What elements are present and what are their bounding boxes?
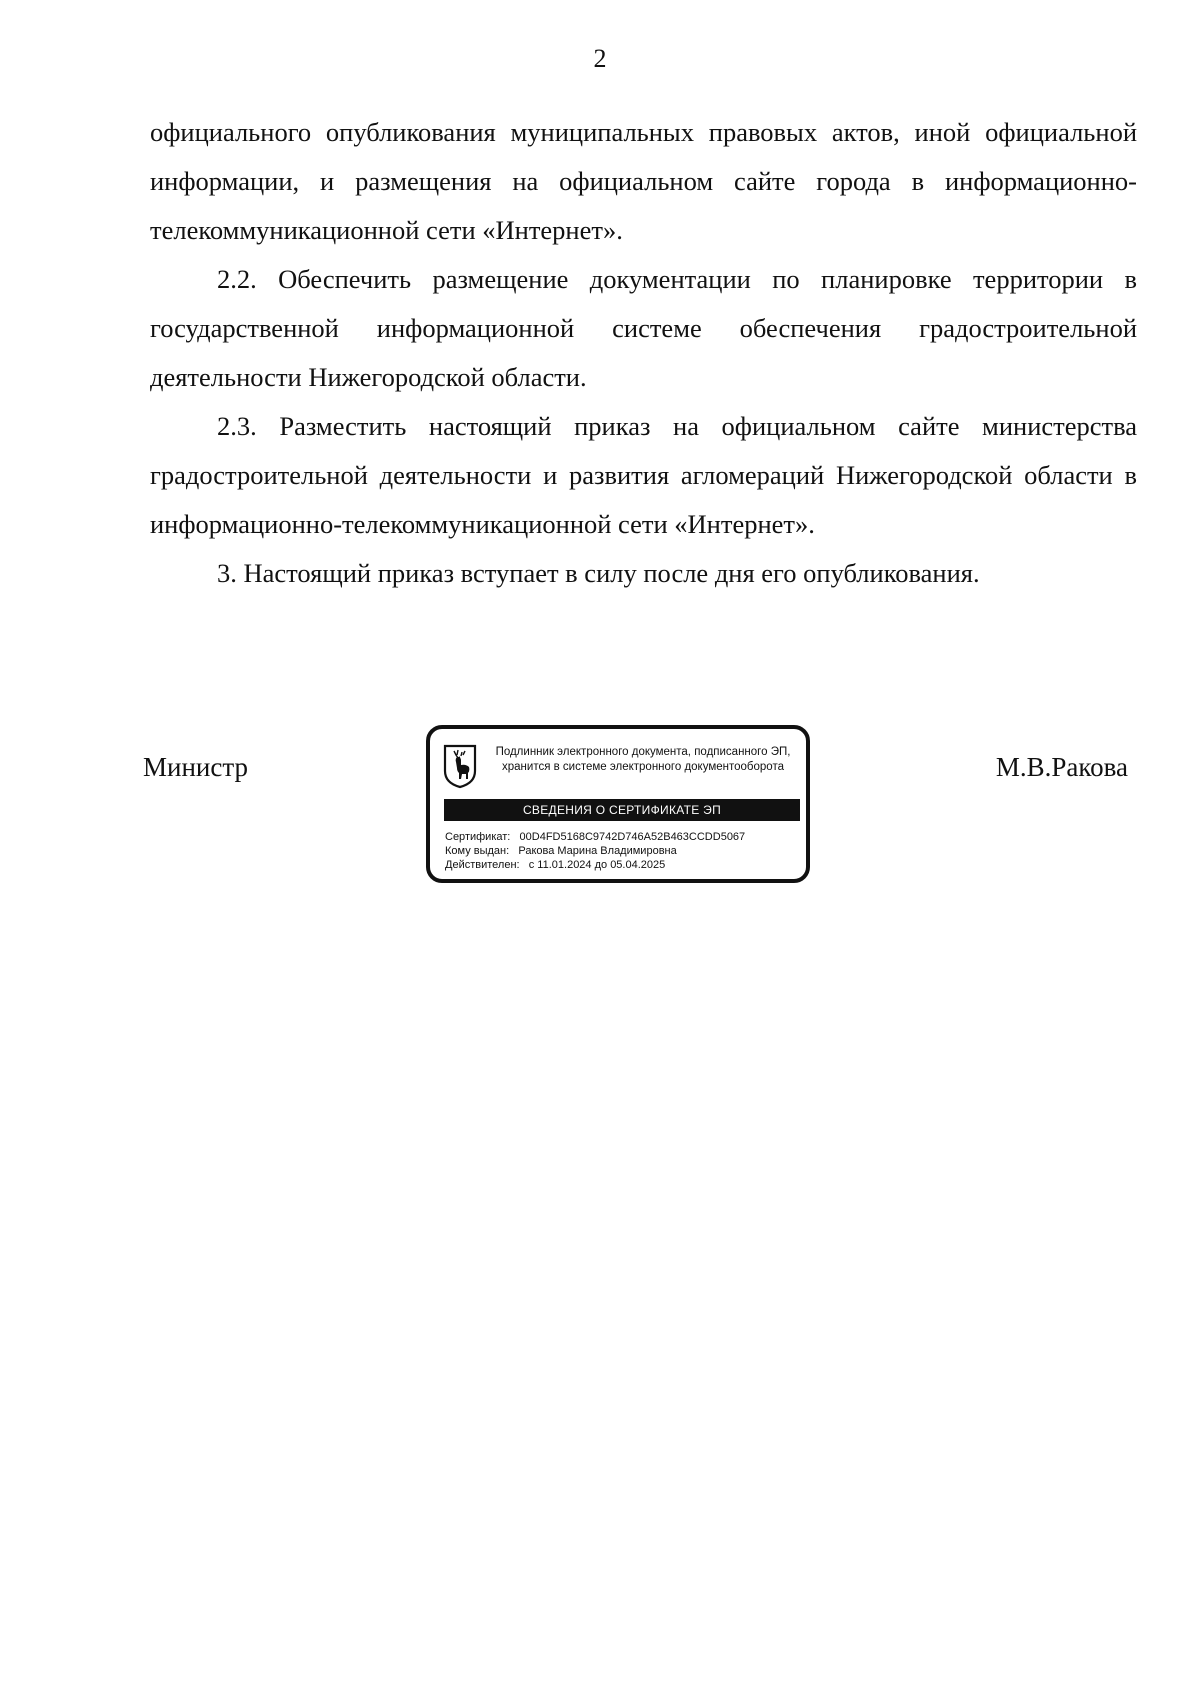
certificate-value: 00D4FD5168C9742D746A52B463CCDD5067 — [519, 831, 746, 843]
page-number: 2 — [593, 44, 607, 73]
issued-to-label: Кому выдан: — [445, 845, 516, 857]
stamp-header — [484, 745, 802, 775]
paragraph-2-2: 2.2. Обеспечить размещение документации по планировке территории в государственной информационной системе обеспечения градостроительной деятельности Нижегородской области. — [150, 264, 1137, 392]
issued-to-value: Ракова Марина Владимировна — [518, 845, 677, 857]
paragraph-3: 3. Настоящий приказ вступает в силу после дня его опубликования. — [217, 558, 980, 588]
deer-coat-of-arms-icon — [442, 743, 478, 789]
valid-label: Действителен: — [445, 859, 526, 871]
signatory-name: М.В.Ракова — [995, 752, 1128, 782]
electronic-signature-stamp — [426, 725, 810, 883]
valid-value: с 11.01.2024 до 05.04.2025 — [528, 859, 666, 871]
paragraph-continuation: официального опубликования муниципальных правовых актов, иной официальной информации, и размещения на официальном сайте города в информационно-телекоммуникационной сети «Интернет». — [150, 117, 1137, 245]
certificate-label: Сертификат: — [445, 831, 517, 843]
valid-row — [445, 858, 801, 872]
certificate-info-bar: СВЕДЕНИЯ О СЕРТИФИКАТЕ ЭП — [444, 799, 800, 821]
signatory-title: Министр — [143, 752, 248, 782]
paragraph-2-3: 2.3. Разместить настоящий приказ на официальном сайте министерства градостроительной деятельности и развития агломераций Нижегородской области в информационно-телекоммуникационной сети «Интернет». — [150, 411, 1137, 539]
certificate-details — [445, 830, 801, 872]
stamp-header-line: Подлинник электронного документа, подписанного ЭП, — [495, 746, 791, 758]
certificate-row — [445, 830, 801, 844]
issued-to-row — [445, 844, 801, 858]
document-body — [150, 108, 1137, 598]
stamp-header-line: хранится в системе электронного документооборота — [502, 761, 784, 773]
